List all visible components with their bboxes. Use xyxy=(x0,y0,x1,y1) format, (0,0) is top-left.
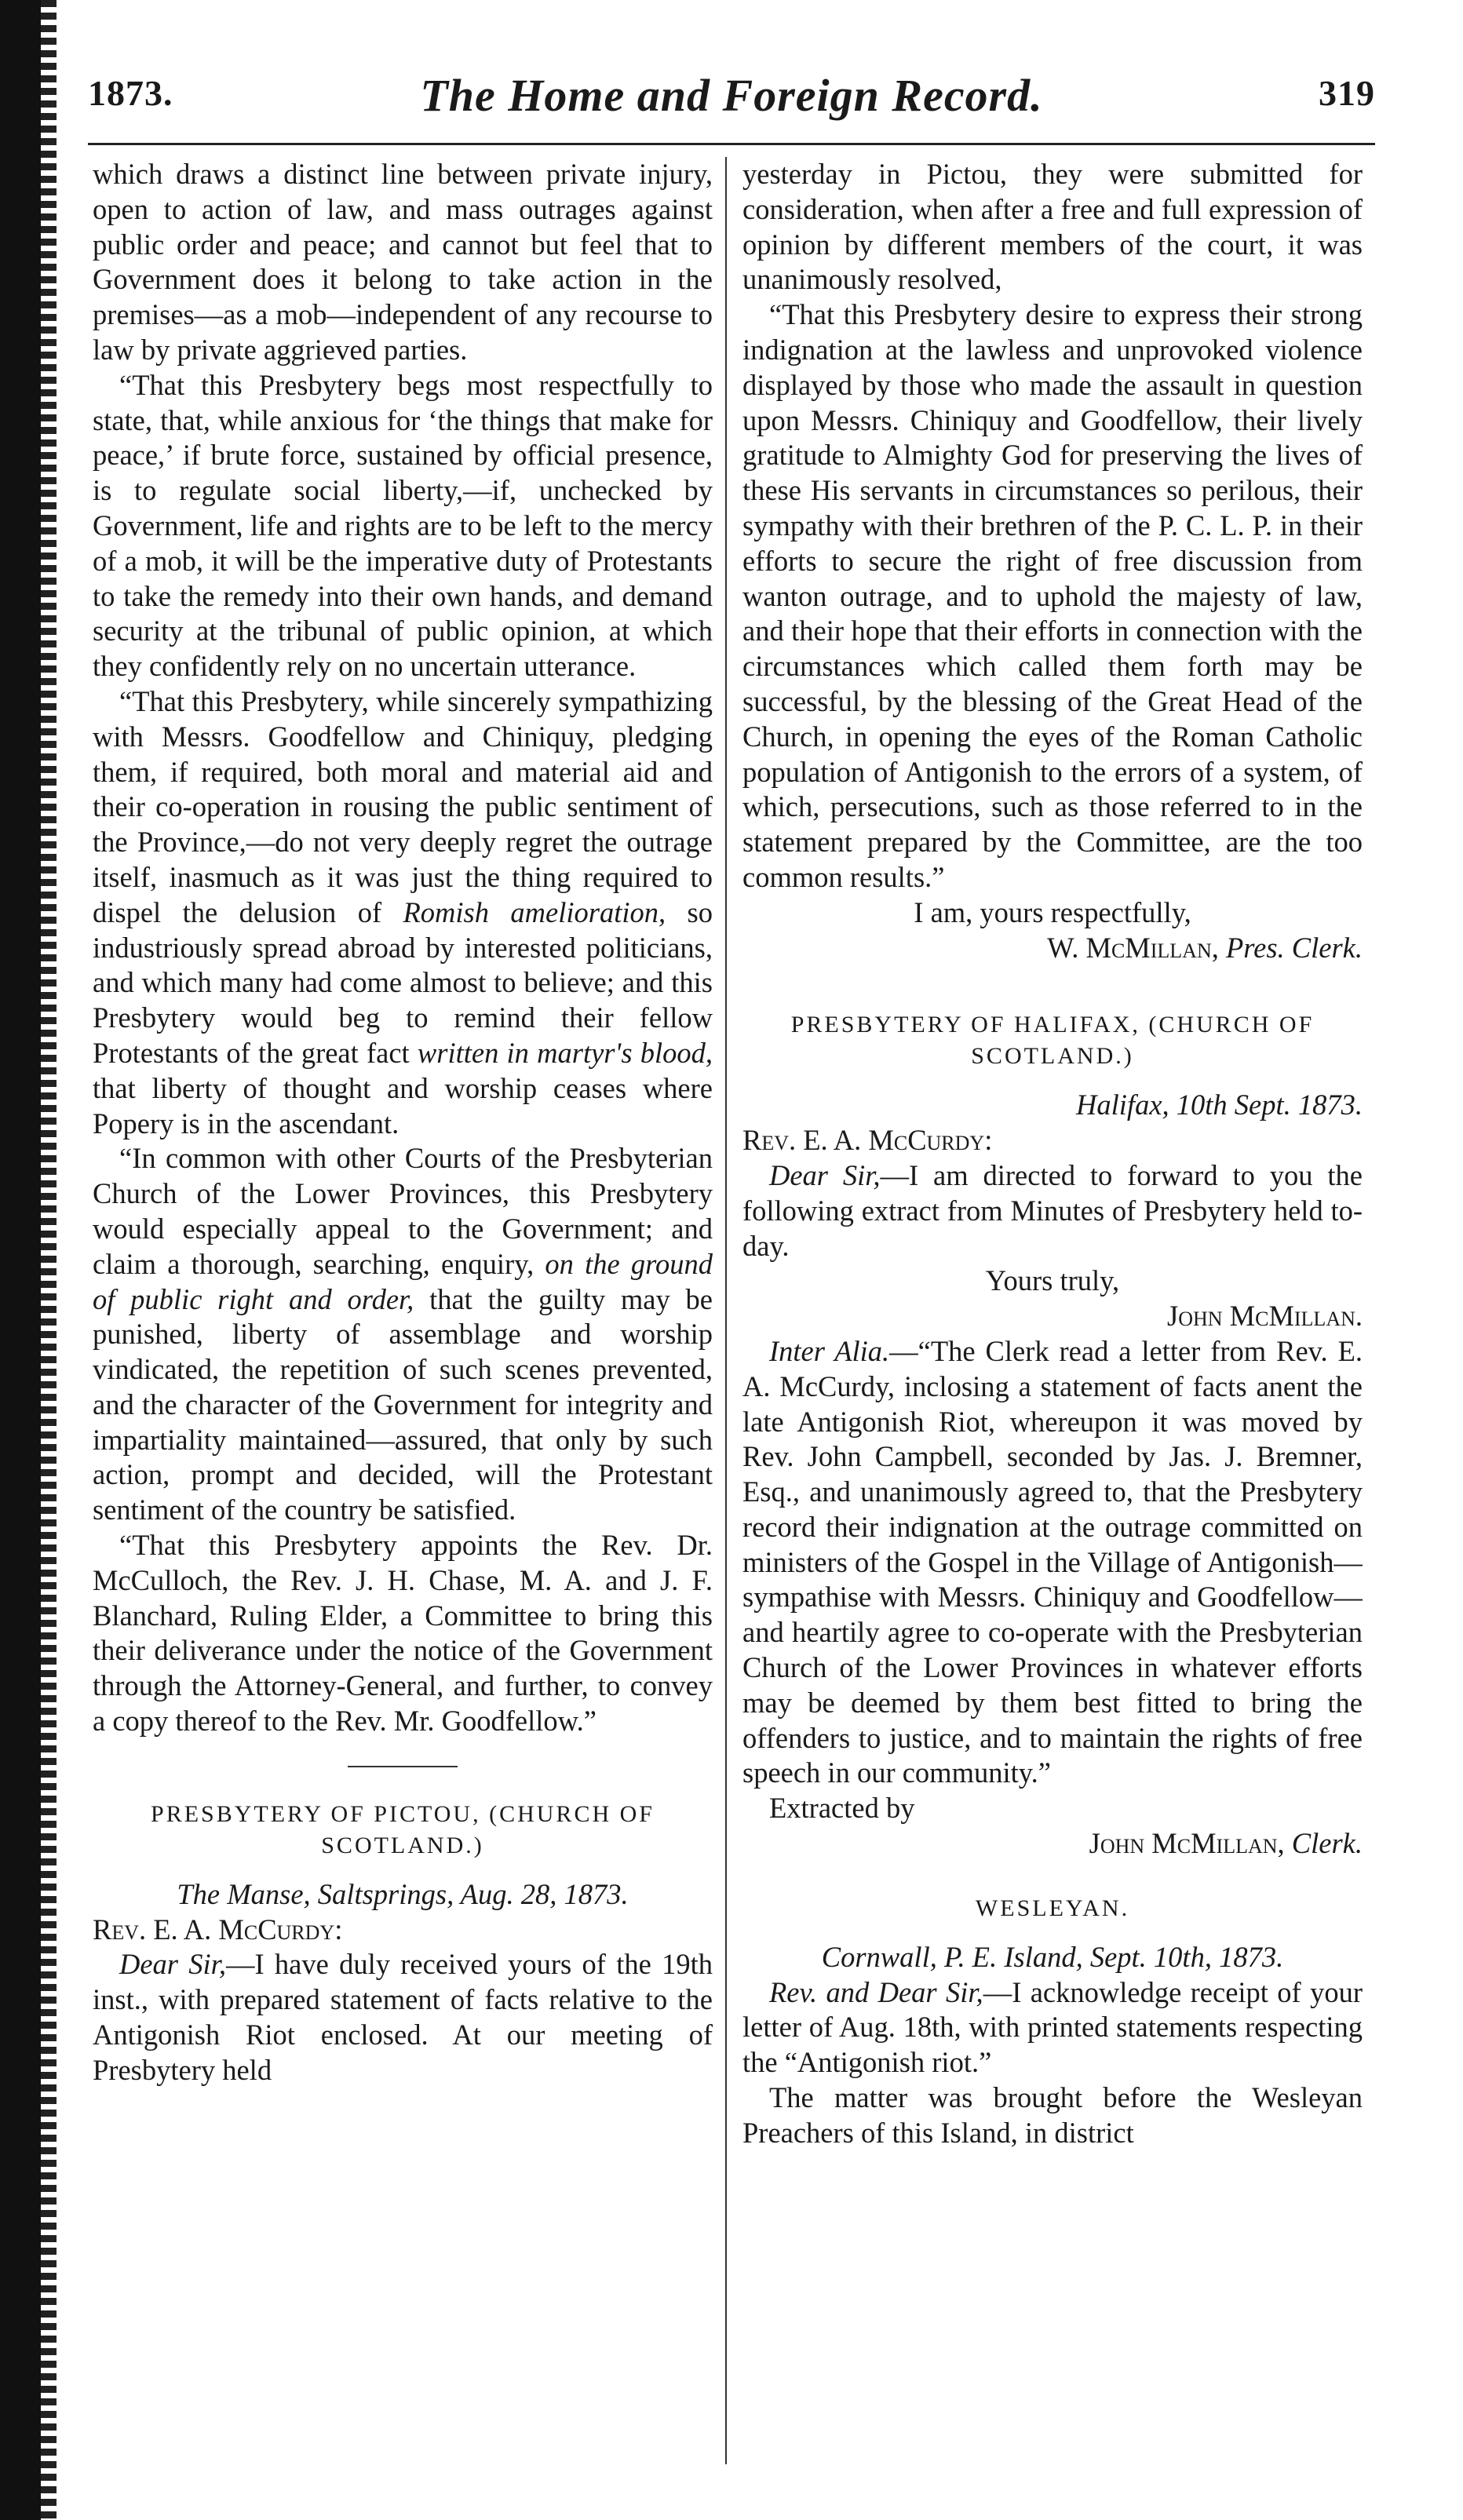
column-rule xyxy=(725,157,727,2464)
closing: I am, yours respectfully, xyxy=(914,895,1191,928)
signature: John McMillan. xyxy=(1166,1300,1363,1333)
paragraph: yesterday in Pictou, they were submitted for consideration, when after a free and full expression of opinion by different members of the court, it was unanimously resolved, xyxy=(742,158,1363,296)
closing: Yours truly, xyxy=(985,1264,1120,1297)
dateline: Cornwall, P. E. Island, Sept. 10th, 1873. xyxy=(821,1940,1284,1973)
page-number: 319 xyxy=(1319,73,1375,113)
header-year: 1873. xyxy=(88,73,173,113)
paragraph: “In common with other Courts of the Presbyterian Church of the Lower Provinces, this Presbytery would especially appeal to the Government; and claim a thorough, searching, enquiry, on the ground of public right and order, that the guilty may be punished, liberty of assemblage and worship vindicated, the repetition of such scenes prevented, and the character of the Government for integrity and impartiality maintained—assured, that only by such action, prompt and decided, will the Protestant sentiment of the country be satisfied. xyxy=(93,1142,713,1526)
paragraph: “That this Presbytery appoints the Rev. Dr. McCulloch, the Rev. J. H. Chase, M. A. and J. F. Blanchard, Ruling Elder, a Committee to bring this their deliverance under the notice of the Government through the Attorney-General, and further, to convey a copy thereof to the Rev. Mr. Goodfellow.” xyxy=(93,1529,713,1738)
dateline: The Manse, Saltsprings, Aug. 28, 1873. xyxy=(177,1877,629,1910)
emphasis: on the ground of public right and order, xyxy=(93,1247,713,1315)
signature: W. McMillan, Pres. Clerk. xyxy=(1047,931,1363,964)
paragraph: “That this Presbytery begs most respectfully to state, that, while anxious for ‘the things that make for peace,’ if brute force, sustained by official presence, is to regulate social liberty,—if, unchecked by Government, life and rights are to be left to the mercy of a mob, it will be the imperative duty of Protestants to take the remedy into their own hands, and demand security at the tribunal of public opinion, at which they confidently rely on no uncertain utterance. xyxy=(93,368,713,683)
emphasis: written in martyr's blood, xyxy=(417,1036,713,1069)
right-column xyxy=(742,157,1363,2480)
journal-title: The Home and Foreign Record. xyxy=(420,70,1043,121)
emphasis: Rev. and Dear Sir, xyxy=(769,1975,983,2008)
section-heading-wesleyan: WESLEYAN. xyxy=(975,1895,1130,1921)
paragraph: Rev. and Dear Sir,—I acknowledge receipt of your letter of Aug. 18th, with printed statements respecting the “Antigonish riot.” xyxy=(742,1975,1363,2079)
left-column xyxy=(93,157,713,2480)
salutation: Rev. E. A. McCurdy: xyxy=(93,1913,343,1946)
extracted-by: Extracted by xyxy=(769,1792,915,1825)
page-header xyxy=(88,72,1375,135)
paragraph: Dear Sir,—I am directed to forward to you the following extract from Minutes of Presbytery held to-day. xyxy=(742,1158,1363,1262)
salutation: Rev. E. A. McCurdy: xyxy=(742,1124,993,1157)
page-binding-edge xyxy=(0,0,57,2520)
emphasis: Dear Sir, xyxy=(769,1158,881,1191)
paragraph: “That this Presbytery, while sincerely sympathizing with Messrs. Goodfellow and Chiniquy, pledging them, if required, both moral and material aid and their co-operation in rousing the public sentiment of the Province,—do not very deeply regret the outrage itself, inasmuch as it was just the thing required to dispel the delusion of Romish amelioration, so industriously spread abroad by interested politicians, and which many had come almost to believe; and this Presbytery would beg to remind their fellow Protestants of the great fact written in martyr's blood, that liberty of thought and worship ceases where Popery is in the ascendant. xyxy=(93,684,713,1140)
paragraph: The matter was brought before the Wesleyan Preachers of this Island, in district xyxy=(742,2081,1363,2149)
paragraph: which draws a distinct line between private injury, open to action of law, and mass outrages against public order and peace; and cannot but feel that to Government does it belong to take action in the premises—as a mob—independent of any recourse to law by private aggrieved parties. xyxy=(93,158,713,366)
emphasis: Dear Sir, xyxy=(119,1948,226,1981)
signature: John McMillan, Clerk. xyxy=(1089,1827,1363,1860)
section-divider xyxy=(348,1766,458,1767)
paragraph: Dear Sir,—I have duly received yours of the 19th inst., with prepared statement of facts relative to the Antigonish Riot enclosed. At our meeting of Presbytery held xyxy=(93,1948,713,2086)
section-heading-halifax: PRESBYTERY OF HALIFAX, (CHURCH OF SCOTLAND.) xyxy=(790,1012,1315,1070)
paragraph: “That this Presbytery desire to express their strong indignation at the lawless and unprovoked violence displayed by those who made the assault in question upon Messrs. Chiniquy and Goodfellow, their lively gratitude to Almighty God for preserving the lives of these His servants in circumstances so perilous, their sympathy with their brethren of the P. C. L. P. in their efforts to secure the right of free discussion from wanton outrage, and to uphold the majesty of law, and their hope that their efforts in connection with the circumstances which called them forth may be successful, by the blessing of the Great Head of the Church, in opening the eyes of the Roman Catholic population of Antigonish to the errors of a system, of which, persecutions, such as those referred to in the statement prepared by the Committee, are the too common results.” xyxy=(742,298,1363,893)
dateline: Halifax, 10th Sept. 1873. xyxy=(1076,1089,1363,1121)
section-heading-pictou: PRESBYTERY OF PICTOU, (CHURCH OF SCOTLAND.) xyxy=(151,1800,655,1858)
emphasis: Inter Alia. xyxy=(769,1334,890,1367)
paragraph: Inter Alia.—“The Clerk read a letter from Rev. E. A. McCurdy, inclosing a statement of facts anent the late Antigonish Riot, whereupon it was moved by Rev. John Campbell, seconded by Jas. J. Bremner, Esq., and unanimously agreed to, that the Presbytery record their indignation at the outrage committed on ministers of the Gospel in the Village of Antigonish—sympathise with Messrs. Chiniquy and Goodfellow—and heartily agree to co-operate with the Presbyterian Church of the Lower Provinces in whatever efforts may be deemed by them best fitted to bring the offenders to justice, and to maintain the rights of free speech in our community.” xyxy=(742,1334,1363,1789)
emphasis: Romish amelioration, xyxy=(403,895,666,928)
header-rule xyxy=(88,143,1375,145)
